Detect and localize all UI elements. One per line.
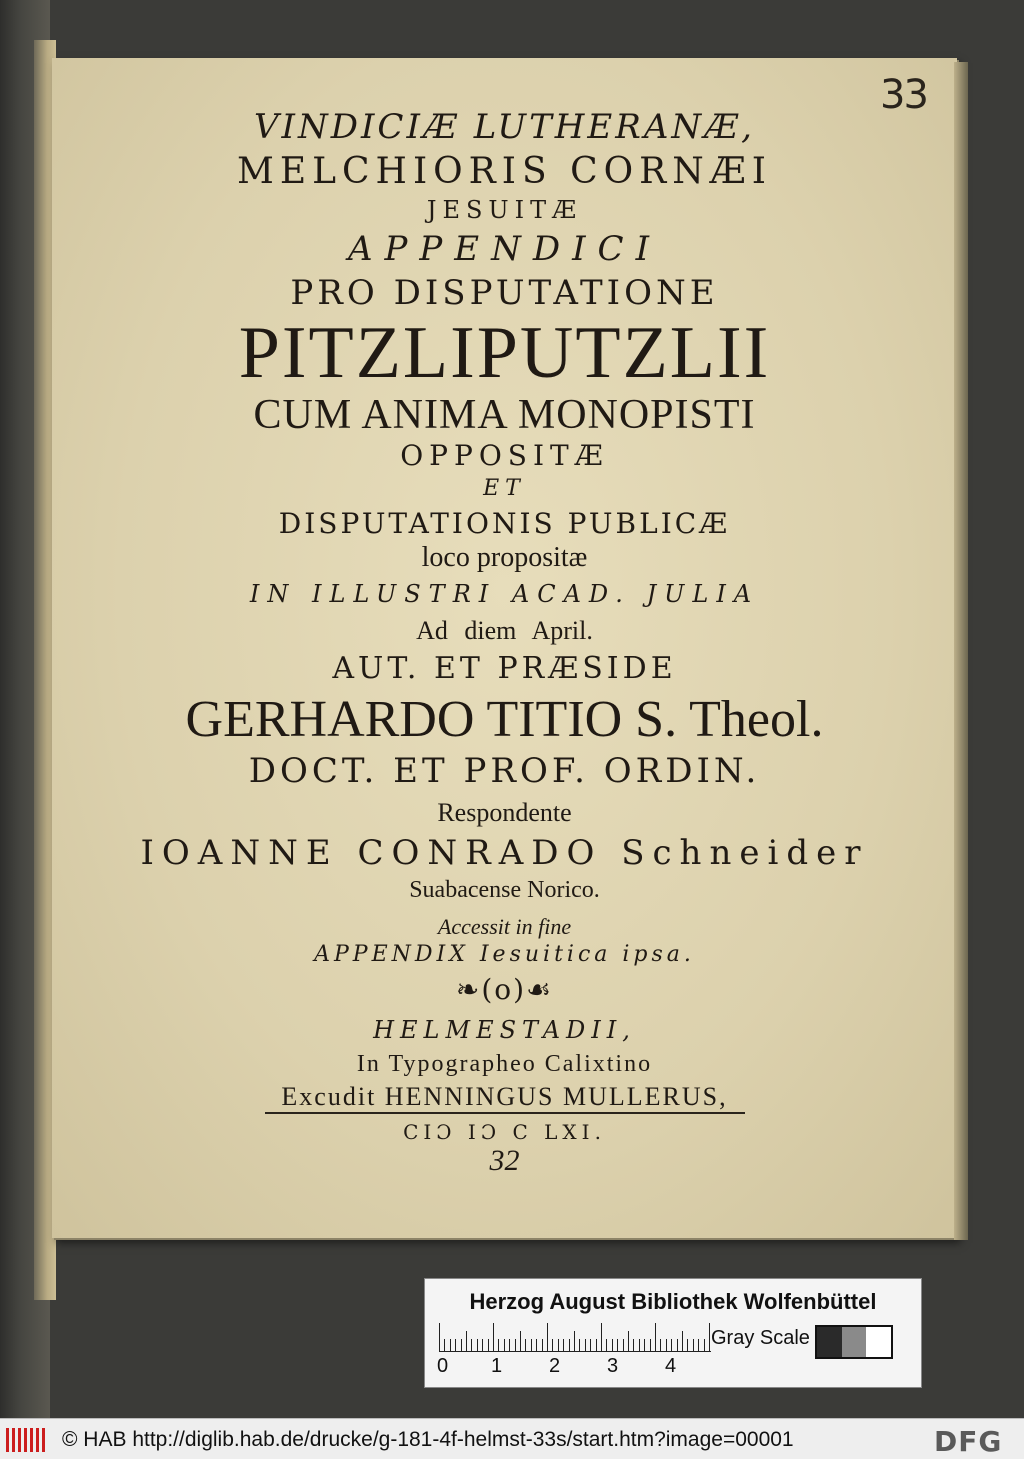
gray-swatch-white <box>866 1327 891 1357</box>
ruler-tick <box>531 1339 532 1351</box>
ruler-tick <box>536 1339 537 1351</box>
ruler-labels <box>425 1355 721 1379</box>
hab-logo-icon <box>6 1428 46 1452</box>
ruler-tick <box>655 1323 656 1351</box>
ruler-digit: 1 <box>491 1355 503 1377</box>
ruler-tick <box>563 1339 564 1351</box>
library-name: Herzog August Bibliothek Wolfenbüttel <box>469 1289 877 1314</box>
imprint-printer: Excudit HENNINGUS MULLERUS, <box>281 1082 728 1111</box>
title-line: MELCHIORIS CORNÆI <box>236 151 773 192</box>
ruler-tick <box>650 1339 651 1351</box>
title-line: JESUITÆ <box>426 196 583 224</box>
ruler-tick <box>547 1323 548 1351</box>
ruler-tick <box>628 1331 629 1351</box>
ruler-tick <box>644 1339 645 1351</box>
ruler-tick <box>666 1339 667 1351</box>
title-line: APPENDIX Iesuitica ipsa. <box>314 942 695 967</box>
ruler-tick <box>601 1323 602 1351</box>
title-line: Accessit in fine <box>437 914 572 939</box>
title-line: CUM ANIMA MONOPISTI <box>253 392 756 438</box>
gray-scale-label: Gray Scale <box>711 1327 810 1349</box>
gray-swatch-mid <box>842 1327 867 1357</box>
ruler-tick <box>520 1331 521 1351</box>
ruler-tick <box>704 1339 705 1351</box>
ruler-tick <box>660 1339 661 1351</box>
ruler-tick <box>579 1339 580 1351</box>
ruler-tick <box>617 1339 618 1351</box>
respondent-name: IOANNE CONRADO Schneider <box>140 833 869 873</box>
ruler-tick <box>444 1339 445 1351</box>
imprint-place: HELMESTADII, <box>373 1016 636 1044</box>
page-number: 33 <box>880 72 927 118</box>
title-line: DISPUTATIONIS PUBLICÆ <box>278 507 731 540</box>
ruler-tick <box>477 1339 478 1351</box>
ruler-tick <box>455 1339 456 1351</box>
ruler-tick <box>639 1339 640 1351</box>
ruler-tick <box>525 1339 526 1351</box>
ruler-tick <box>698 1339 699 1351</box>
imprint-rule <box>265 1112 745 1114</box>
dfg-logo: DFG <box>934 1425 1003 1458</box>
ruler-tick <box>585 1339 586 1351</box>
title-page-text <box>52 100 957 1176</box>
title-line: Ad diem April. <box>416 616 593 645</box>
ruler-tick <box>439 1323 440 1351</box>
ruler-digit: 0 <box>437 1355 449 1377</box>
imprint-line: In Typographeo Calixtino <box>356 1051 653 1077</box>
title-line: ET <box>483 476 526 501</box>
title-line: AUT. ET PRÆSIDE <box>332 651 677 686</box>
ruler-tick <box>498 1339 499 1351</box>
ruler-tick <box>558 1339 559 1351</box>
title-line: APPENDICI <box>347 229 661 269</box>
ruler-tick <box>709 1323 710 1351</box>
handwritten-note: 32 <box>489 1144 520 1177</box>
ruler-tick <box>687 1339 688 1351</box>
title-main: PITZLIPUTZLII <box>238 312 771 394</box>
gray-swatch-dark <box>817 1327 842 1357</box>
ruler-tick <box>682 1331 683 1351</box>
title-line: Respondente <box>437 798 572 827</box>
copyright-url: © HAB http://diglib.hab.de/drucke/g-181-4f-helmst-33s/start.htm?image=00001 <box>62 1428 794 1451</box>
praeses-name: GERHARDO TITIO S. Theol. <box>185 691 824 748</box>
ruler <box>439 1323 711 1352</box>
ruler-tick <box>623 1339 624 1351</box>
ruler-tick <box>574 1331 575 1351</box>
ruler-tick <box>596 1339 597 1351</box>
ruler-tick <box>471 1339 472 1351</box>
title-line: loco propositæ <box>421 542 588 573</box>
viewer-footer <box>0 1418 1024 1459</box>
ruler-tick <box>504 1339 505 1351</box>
ruler-tick <box>569 1339 570 1351</box>
ruler-tick <box>552 1339 553 1351</box>
ruler-tick <box>633 1339 634 1351</box>
gray-scale-swatches <box>815 1325 893 1359</box>
ruler-tick <box>493 1323 494 1351</box>
title-line: OPPOSITÆ <box>400 439 609 472</box>
ruler-digit: 3 <box>607 1355 619 1377</box>
ruler-tick <box>542 1339 543 1351</box>
ruler-tick <box>612 1339 613 1351</box>
ruler-tick <box>488 1339 489 1351</box>
ruler-digit: 2 <box>549 1355 561 1377</box>
ruler-tick <box>509 1339 510 1351</box>
ruler-tick <box>606 1339 607 1351</box>
ruler-tick <box>482 1339 483 1351</box>
title-line: VINDICIÆ LUTHERANÆ, <box>254 107 755 147</box>
ruler-tick <box>466 1331 467 1351</box>
ruler-tick <box>461 1339 462 1351</box>
ruler-tick <box>450 1339 451 1351</box>
ruler-digit: 4 <box>665 1355 677 1377</box>
ruler-tick <box>677 1339 678 1351</box>
title-line: DOCT. ET PROF. ORDIN. <box>248 751 761 791</box>
ruler-tick <box>515 1339 516 1351</box>
title-line: Suabacense Norico. <box>409 877 600 903</box>
printer-ornament: ❧(o)☙ <box>455 973 554 1006</box>
title-line: PRO DISPUTATIONE <box>290 273 719 313</box>
ruler-tick <box>590 1339 591 1351</box>
imprint-year: CIƆ IƆ C LXI. <box>403 1120 606 1144</box>
ruler-tick <box>693 1339 694 1351</box>
ruler-tick <box>671 1339 672 1351</box>
color-reference-card <box>424 1278 922 1388</box>
title-line: IN ILLUSTRI ACAD. JULIA <box>249 580 760 608</box>
